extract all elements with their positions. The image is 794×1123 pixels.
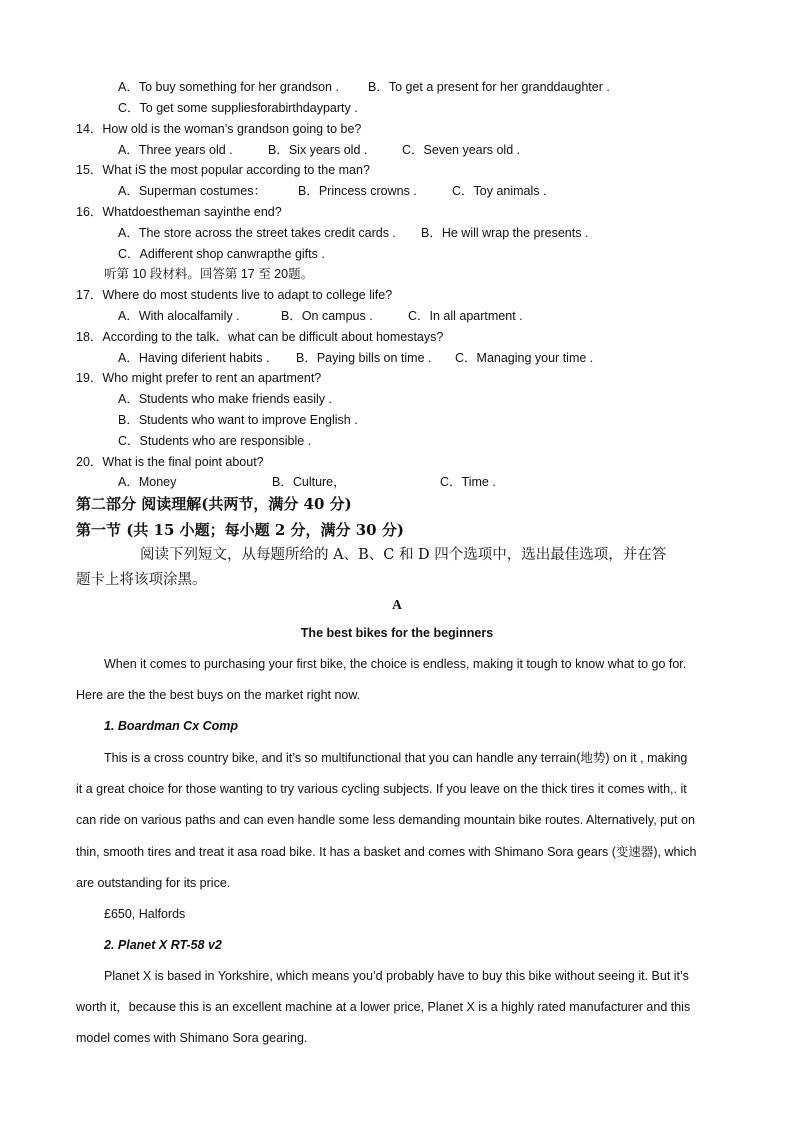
- q19-option-a: A．Students who make friends easily .: [118, 392, 332, 406]
- q14-option-b: B．Six years old .: [268, 143, 368, 157]
- q17-question: 17．Where do most students live to adapt to college life?: [76, 288, 393, 302]
- q14-options: [118, 142, 520, 158]
- q13-option-b: B．To get a present for her granddaughter .: [368, 80, 610, 94]
- q20-option-c: C．Time .: [440, 475, 496, 489]
- bike1-line1: This is a cross country bike, and it’s so multifunctional that you can handle any terrain(地势) on it , making: [104, 751, 688, 765]
- q14-question: 14．How old is the woman’s grandson going to be?: [76, 122, 362, 136]
- q13-option-c: C．To get some suppliesforabirthdayparty .: [118, 101, 358, 115]
- q17-options: [118, 308, 523, 324]
- q17-option-c: C．In all apartment .: [408, 309, 523, 323]
- q16-question: 16．Whatdoestheman sayinthe end?: [76, 205, 282, 219]
- q13-options-row1: [118, 79, 610, 95]
- q19-option-c: C．Students who are responsible .: [118, 434, 312, 448]
- q15-option-b: B．Princess crowns .: [298, 184, 417, 198]
- q20-options: [118, 474, 496, 490]
- q18-option-a: A．Having diferient habits .: [118, 351, 270, 365]
- reading-instructions-line2: 题卡上将该项涂黑。: [76, 572, 207, 588]
- q18-options: [118, 350, 593, 366]
- bike1-line5: are outstanding for its price.: [76, 876, 231, 890]
- q17-option-a: A．With alocalfamily .: [118, 309, 240, 323]
- q16-option-b: B．He will wrap the presents .: [421, 226, 589, 240]
- passage-letter: A: [392, 597, 402, 612]
- q18-question: 18．According to the talk．what can be difficult about homestays?: [76, 330, 444, 344]
- q15-options: [118, 183, 546, 199]
- bike2-line1: Planet X is based in Yorkshire, which means you’d probably have to buy this bike without seeing it. But it’s: [104, 969, 689, 983]
- q19-question: 19．Who might prefer to rent an apartment?: [76, 371, 322, 385]
- q18-option-c: C．Managing your time .: [455, 351, 594, 365]
- q16-option-a: A．The store across the street takes credit cards .: [118, 226, 396, 240]
- q18-option-b: B．Paying bills on time .: [296, 351, 432, 365]
- q20-question: 20．What is the final point about?: [76, 455, 264, 469]
- bike1-line4: thin, smooth tires and treat it asa road bike. It has a basket and comes with Shimano Sora gears (变速器), which: [76, 845, 697, 859]
- bike1-price: £650, Halfords: [104, 907, 186, 921]
- bike2-title: 2. Planet X RT-58 v2: [104, 938, 222, 952]
- bike1-line2: it a great choice for those wanting to try various cycling subjects. If you leave on the thick tires it comes with,. it: [76, 782, 687, 796]
- q15-question: 15．What iS the most popular according to the man?: [76, 163, 370, 177]
- q16-options-row1: [118, 225, 588, 241]
- q19-option-b: B．Students who want to improve English .: [118, 413, 358, 427]
- bike2-line3: model comes with Shimano Sora gearing.: [76, 1031, 308, 1045]
- q20-option-a: A．Money: [118, 475, 177, 489]
- bike2-line2: worth it，because this is an excellent machine at a lower price, Planet X is a highly rated manufacturer and this: [76, 1000, 691, 1014]
- q20-option-b: B．Culture，: [272, 475, 346, 489]
- passage-title: The best bikes for the beginners: [300, 626, 494, 640]
- q13-option-a: A．To buy something for her grandson .: [118, 80, 339, 94]
- bike1-title: 1. Boardman Cx Comp: [104, 719, 239, 733]
- section10-note: 听第 10 段材料。回答第 17 至 20题。: [104, 267, 314, 281]
- reading-instructions-line1: 阅读下列短文，从每题所给的 A、B、C 和 D 四个选项中，选出最佳选项，并在答: [140, 547, 667, 563]
- bike1-line3: can ride on various paths and can even handle some less demanding mountain bike routes. Alternatively, put on: [76, 813, 695, 827]
- intro-line2: Here are the the best buys on the market right now.: [76, 688, 361, 702]
- q15-option-a: A．Superman costumes：: [118, 184, 266, 198]
- intro-line1: When it comes to purchasing your first bike, the choice is endless, making it tough to know what to go for.: [104, 657, 687, 671]
- q16-option-c: C．Adifferent shop canwrapthe gifts .: [118, 247, 325, 261]
- q14-option-c: C．Seven years old .: [402, 143, 521, 157]
- q15-option-c: C．Toy animals .: [452, 184, 547, 198]
- q14-option-a: A．Three years old .: [118, 143, 233, 157]
- reading-section-title: 第一节 (共 15 小题；每小题 2 分，满分 30 分): [76, 521, 404, 539]
- q17-option-b: B．On campus .: [281, 309, 373, 323]
- reading-part-title: 第二部分 阅读理解(共两节，满分 40 分): [76, 495, 352, 513]
